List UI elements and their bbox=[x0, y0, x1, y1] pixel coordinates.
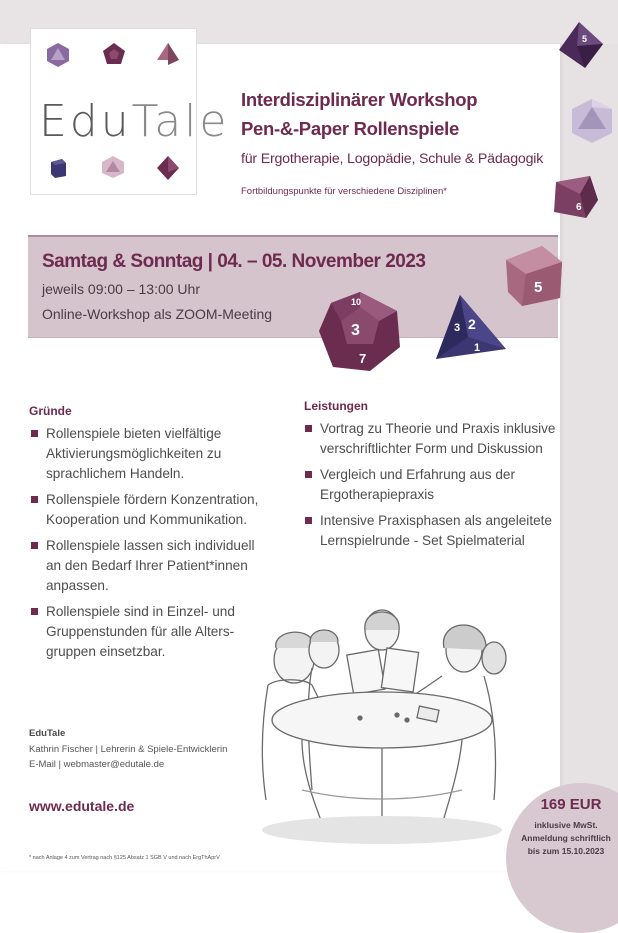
players-sketch-illustration bbox=[232, 590, 532, 850]
price-note-deadline: bis zum 15.10.2023 bbox=[527, 846, 605, 856]
price-amount: 169 EUR bbox=[540, 796, 602, 813]
reasons-heading: Gründe bbox=[29, 404, 72, 418]
event-format: Online-Workshop als ZOOM-Meeting bbox=[42, 306, 273, 322]
d6-die-icon bbox=[47, 157, 69, 179]
die-number: 10 bbox=[351, 297, 362, 307]
list-item: Intensive Praxisphasen als angeleitete Lernspielrunde - Set Spielmaterial bbox=[304, 511, 559, 551]
footer-org: EduTale bbox=[29, 728, 66, 739]
logo-edu: Edu bbox=[39, 96, 132, 147]
footer-person: Kathrin Fischer | Lehrerin & Spiele-Entwicklerin bbox=[29, 744, 228, 755]
die-number: 3 bbox=[454, 322, 461, 334]
price-note-vat: inklusive MwSt. bbox=[534, 820, 598, 830]
logo-tale: Tale bbox=[131, 96, 230, 147]
title-line-1: Interdisziplinärer Workshop bbox=[241, 89, 478, 110]
d4-die-icon bbox=[430, 293, 510, 368]
die-number: 3 bbox=[351, 322, 360, 339]
event-date: Samtag & Sonntag | 04. – 05. November 2023 bbox=[42, 251, 426, 272]
services-list bbox=[304, 419, 559, 557]
d12-die-icon bbox=[315, 289, 405, 374]
list-item: Rollenspiele lassen sich individuell an den Bedarf Ihrer Patient*innen anpassen. bbox=[30, 536, 270, 596]
logo bbox=[30, 28, 230, 195]
d20-die-icon bbox=[46, 42, 70, 68]
die-number: 5 bbox=[534, 279, 543, 296]
list-item: Vortrag zu Theorie und Praxis inklusive verschriftlichter Form und Diskussion bbox=[304, 419, 559, 459]
price-note-registration: Anmeldung schriftlich bbox=[521, 833, 611, 843]
list-item: Rollenspiele sind in Einzel- und Gruppenstunden für alle Alters-gruppen einsetzbar. bbox=[30, 602, 270, 662]
logo-wordmark bbox=[39, 96, 230, 147]
die-number: 1 bbox=[474, 342, 481, 354]
d20-die-icon bbox=[101, 155, 125, 179]
subtitle: für Ergotherapie, Logopädie, Schule & Pädagogik bbox=[241, 151, 544, 167]
d10-die-icon bbox=[156, 155, 180, 181]
die-number: 2 bbox=[468, 316, 476, 332]
d20-die-icon bbox=[568, 97, 616, 145]
footer-url[interactable]: www.edutale.de bbox=[29, 798, 135, 814]
list-item: Vergleich und Erfahrung aus der Ergotherapiepraxis bbox=[304, 465, 559, 505]
list-item: Rollenspiele bieten vielfältige Aktivierungsmöglichkeiten zu sprachlichem Handeln. bbox=[30, 424, 270, 484]
event-time: jeweils 09:00 – 13:00 Uhr bbox=[42, 281, 200, 297]
d8-die-icon bbox=[156, 42, 180, 66]
training-points-note: Fortbildungspunkte für verschiedene Disziplinen* bbox=[241, 186, 447, 197]
die-number: 7 bbox=[359, 351, 367, 366]
d6-die-icon bbox=[500, 242, 568, 310]
footnote: * nach Anlage 4 zum Vertrag nach §125 Absatz 1 SGB V und nach ErgThAprV bbox=[29, 855, 220, 861]
die-number: 6 bbox=[576, 202, 582, 213]
right-band bbox=[560, 44, 618, 871]
d8-die-icon bbox=[555, 20, 605, 70]
die-number: 5 bbox=[582, 34, 588, 44]
title-line-2: Pen-&-Paper Rollenspiele bbox=[241, 118, 459, 139]
footer-email: E-Mail | webmaster@edutale.de bbox=[29, 759, 165, 770]
d10-die-icon bbox=[550, 172, 602, 222]
services-heading: Leistungen bbox=[304, 399, 369, 413]
d12-die-icon bbox=[102, 42, 126, 66]
list-item: Rollenspiele fördern Konzentration, Kooperation und Kommunikation. bbox=[30, 490, 270, 530]
